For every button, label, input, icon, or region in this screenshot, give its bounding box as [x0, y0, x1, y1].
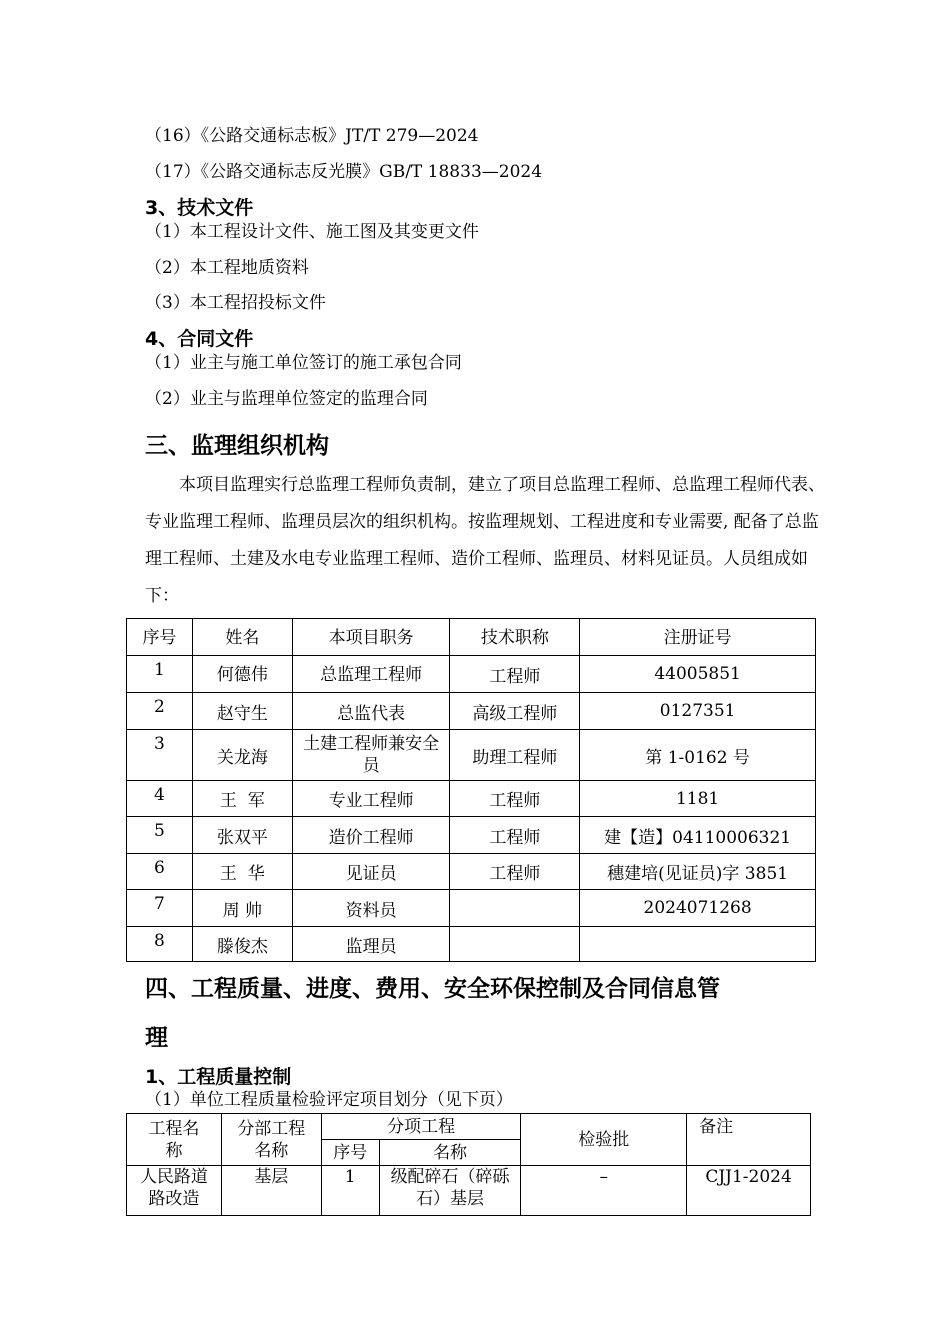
- cell-role: 总监理工程师: [292, 656, 450, 693]
- table-row: [127, 781, 816, 817]
- section-3-heading: 三、监理组织机构: [145, 433, 329, 459]
- tech-doc-item: （3）本工程招投标文件: [145, 293, 326, 313]
- cell-title: 工程师: [450, 854, 580, 890]
- section-4-heading: 四、工程质量、进度、费用、安全环保控制及合同信息管: [145, 976, 720, 1002]
- cell-role: 总监代表: [292, 693, 450, 730]
- contract-doc-item: （1）业主与施工单位签订的施工承包合同: [145, 353, 462, 373]
- cell-batch: –: [521, 1166, 687, 1216]
- cell-role: 土建工程师兼安全员: [292, 730, 450, 781]
- cell-cert: 1181: [580, 781, 816, 817]
- cell-name: 关龙海: [192, 730, 292, 781]
- header-item: 分项工程: [321, 1114, 521, 1140]
- header-batch: 检验批: [521, 1114, 687, 1166]
- cell-role: 资料员: [292, 890, 450, 927]
- section-4-heading-cont: 理: [145, 1025, 168, 1051]
- quality-control-heading: 1、工程质量控制: [145, 1066, 292, 1088]
- cell-name: 赵守生: [192, 693, 292, 730]
- cell-cert: 穗建培(见证员)字 3851: [580, 854, 816, 890]
- cell-role: 监理员: [292, 927, 450, 962]
- tech-doc-item: （2）本工程地质资料: [145, 258, 309, 278]
- cell-title: 高级工程师: [450, 693, 580, 730]
- contract-docs-heading: 4、合同文件: [145, 328, 254, 350]
- table-row: [127, 730, 816, 781]
- table-row: [127, 656, 816, 693]
- cell-project: 人民路道路改造: [127, 1166, 222, 1216]
- cell-cert: [580, 927, 816, 962]
- quality-item: （1）单位工程质量检验评定项目划分（见下页）: [145, 1090, 513, 1110]
- quality-table: [126, 1113, 811, 1216]
- cell-seq: 8: [127, 927, 193, 962]
- table-row: [127, 817, 816, 854]
- header-cell: 序号: [127, 619, 193, 656]
- cell-seq: 1: [321, 1166, 379, 1216]
- cell-name: 周 帅: [192, 890, 292, 927]
- cell-title: 工程师: [450, 781, 580, 817]
- cell-title: 工程师: [450, 817, 580, 854]
- cell-name: 张双平: [192, 817, 292, 854]
- table-row: [127, 854, 816, 890]
- cell-title: [450, 890, 580, 927]
- cell-name: 王 军: [192, 781, 292, 817]
- header-cell: 技术职称: [450, 619, 580, 656]
- table-row: [127, 693, 816, 730]
- cell-seq: 4: [127, 781, 193, 817]
- header-cell: 姓名: [192, 619, 292, 656]
- cell-cert: 44005851: [580, 656, 816, 693]
- tech-doc-item: （1）本工程设计文件、施工图及其变更文件: [145, 222, 479, 242]
- cell-seq: 7: [127, 890, 193, 927]
- cell-title: 助理工程师: [450, 730, 580, 781]
- header-project: 工程名称: [127, 1114, 222, 1166]
- cell-cert: 2024071268: [580, 890, 816, 927]
- header-cell: 本项目职务: [292, 619, 450, 656]
- cell-title: [450, 927, 580, 962]
- cell-seq: 2: [127, 693, 193, 730]
- header-seq: 序号: [321, 1140, 379, 1166]
- header-name: 名称: [379, 1140, 521, 1166]
- cell-seq: 5: [127, 817, 193, 854]
- section-3-paragraph: 本项目监理实行总监理工程师负责制，建立了项目总监理工程师、总监理工程师代表、专业监理工程师、监理员层次的组织机构。按监理规划、工程进度和专业需要, 配备了总监理工程师、土建及水电专业监理工程师、造价工程师、监理员、材料见证员。人员组成如下：: [145, 475, 825, 606]
- cell-seq: 1: [127, 656, 193, 693]
- table-row: [127, 927, 816, 962]
- standard-16: （16）《公路交通标志板》JT/T 279—2024: [145, 126, 479, 146]
- cell-note: CJJ1-2024: [687, 1166, 811, 1216]
- cell-role: 专业工程师: [292, 781, 450, 817]
- tech-docs-heading: 3、技术文件: [145, 197, 254, 219]
- header-note: 备注: [687, 1114, 811, 1166]
- cell-division: 基层: [221, 1166, 321, 1216]
- header-cell: 注册证号: [580, 619, 816, 656]
- staff-table: [126, 618, 816, 962]
- cell-cert: 0127351: [580, 693, 816, 730]
- cell-name: 何德伟: [192, 656, 292, 693]
- cell-role: 见证员: [292, 854, 450, 890]
- cell-name: 滕俊杰: [192, 927, 292, 962]
- cell-seq: 6: [127, 854, 193, 890]
- table-row: [127, 890, 816, 927]
- cell-name: 王 华: [192, 854, 292, 890]
- staff-table-header: [127, 619, 816, 656]
- header-division: 分部工程名称: [221, 1114, 321, 1166]
- cell-name: 级配碎石（碎砾石）基层: [379, 1166, 521, 1216]
- standard-17: （17）《公路交通标志反光膜》GB/T 18833—2024: [145, 162, 543, 182]
- cell-seq: 3: [127, 730, 193, 781]
- cell-role: 造价工程师: [292, 817, 450, 854]
- cell-title: 工程师: [450, 656, 580, 693]
- cell-cert: 建【造】04110006321: [580, 817, 816, 854]
- contract-doc-item: （2）业主与监理单位签定的监理合同: [145, 389, 428, 409]
- cell-cert: 第 1-0162 号: [580, 730, 816, 781]
- table-row: [127, 1166, 811, 1216]
